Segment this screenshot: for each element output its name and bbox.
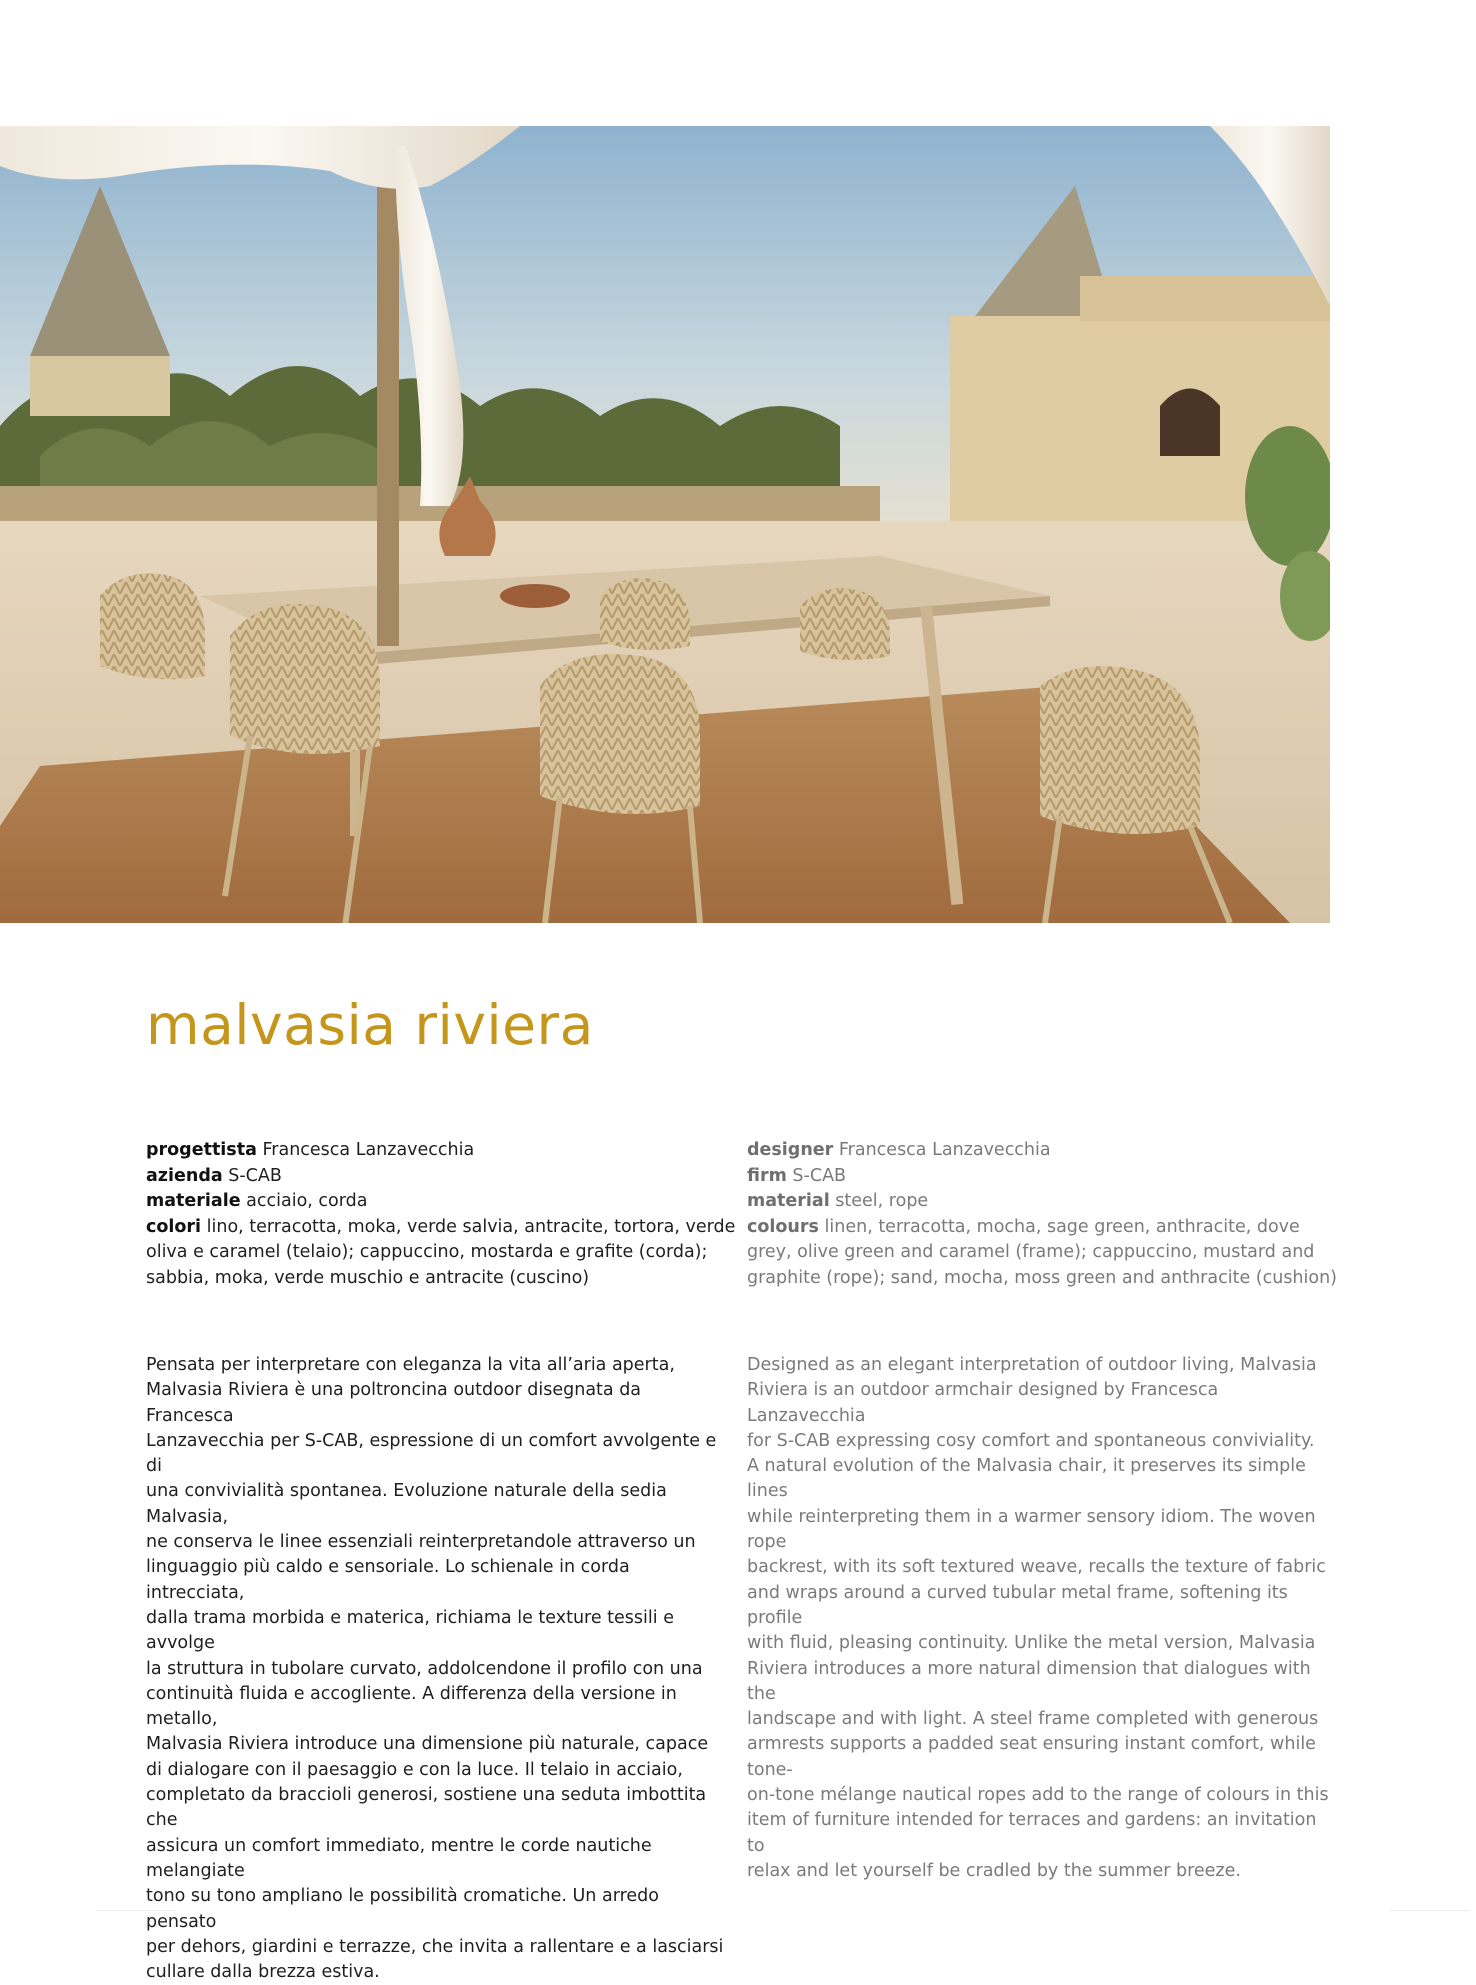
spec-label: firm bbox=[747, 1165, 787, 1186]
spec-value: steel, rope bbox=[835, 1191, 929, 1211]
product-title: malvasia riviera bbox=[146, 993, 594, 1057]
product-photo bbox=[0, 126, 1330, 923]
page-edge-mark-right bbox=[1390, 1910, 1470, 1911]
spec-designer-it bbox=[146, 1138, 736, 1164]
spec-value: acciaio, corda bbox=[246, 1191, 368, 1211]
spec-value: S-CAB bbox=[792, 1165, 847, 1186]
spec-label: colours bbox=[747, 1216, 819, 1237]
spec-label: colori bbox=[146, 1216, 202, 1237]
spec-material-en bbox=[747, 1189, 1337, 1215]
specs-english bbox=[747, 1138, 1337, 1291]
spec-label: designer bbox=[747, 1140, 834, 1160]
spec-colours-it bbox=[146, 1215, 736, 1292]
spec-label: materiale bbox=[146, 1191, 241, 1211]
description-italian: Pensata per interpretare con eleganza la vita all’aria aperta, Malvasia Riviera è una poltroncina outdoor disegnata da Francesca Lanzavecchia per S-CAB, espressione di un comfort avvolgente e di una convivialità spontanea. Evoluzione naturale della sedia Malvasia, ne conserva le linee essenziali reinterpretandole attraverso un linguaggio più caldo e sensoriale. Lo schienale in corda intrecciata, dalla trama morbida e materica, richiama le texture tessili e avvolge la struttura in tubolare curvato, addolcendone il profilo con una continuità fluida e accogliente. A differenza della versione in metallo, Malvasia Riviera introduce una dimensione più naturale, capace di dialogare con il paesaggio e con la luce. Il telaio in acciaio, completato da braccioli generosi, sostiene una seduta imbottita che assicura un comfort immediato, mentre le corde nautiche melangiate tono su tono ampliano le possibilità cromatiche. Un arredo pensato per dehors, giardini e terrazze, che invita a rallentare e a lasciarsi cullare dalla brezza estiva. bbox=[146, 1355, 724, 1983]
product-photo-illustration bbox=[0, 126, 1330, 923]
spec-label: material bbox=[747, 1191, 830, 1211]
spec-designer-en bbox=[747, 1138, 1337, 1164]
spec-colours-en bbox=[747, 1215, 1337, 1292]
spec-material-it bbox=[146, 1189, 736, 1215]
page-edge-mark-left bbox=[96, 1910, 176, 1911]
spec-label: progettista bbox=[146, 1140, 257, 1160]
spec-value: Francesca Lanzavecchia bbox=[262, 1140, 475, 1160]
description-english: Designed as an elegant interpretation of outdoor living, Malvasia Riviera is an outdoor armchair designed by Francesca Lanzavecchia for S-CAB expressing cosy comfort and spontaneous conviviality. A natural evolution of the Malvasia chair, it preserves its simple lines while reinterpreting them in a warmer sensory idiom. The woven rope backrest, with its soft textured weave, recalls the texture of fabric and wraps around a curved tubular metal frame, softening its profile with fluid, pleasing continuity. Unlike the metal version, Malvasia Riviera introduces a more natural dimension that dialogues with the landscape and with light. A steel frame completed with generous armrests supports a padded seat ensuring instant comfort, while tone- on-tone mélange nautical ropes add to the range of colours in this item of furniture intended for terraces and gardens: an invitation to relax and let yourself be cradled by the summer breeze. bbox=[747, 1355, 1329, 1881]
spec-value: Francesca Lanzavecchia bbox=[838, 1140, 1051, 1160]
spec-firm-en bbox=[747, 1164, 1337, 1190]
spec-value: S-CAB bbox=[228, 1165, 282, 1186]
specs-italian bbox=[146, 1138, 736, 1291]
spec-value: lino, terracotta, moka, verde salvia, antracite, tortora, verde oliva e caramel (telaio); cappuccino, mostarda e grafite (corda); sabbia, moka, verde muschio e antracite (cuscino) bbox=[146, 1216, 736, 1288]
spec-value: linen, terracotta, mocha, sage green, anthracite, dove grey, olive green and caramel (frame); cappuccino, mustard and graphite (rope); sand, mocha, moss green and anthracite (cushion) bbox=[747, 1216, 1338, 1288]
spec-label: azienda bbox=[146, 1165, 223, 1186]
spec-firm-it bbox=[146, 1164, 736, 1190]
